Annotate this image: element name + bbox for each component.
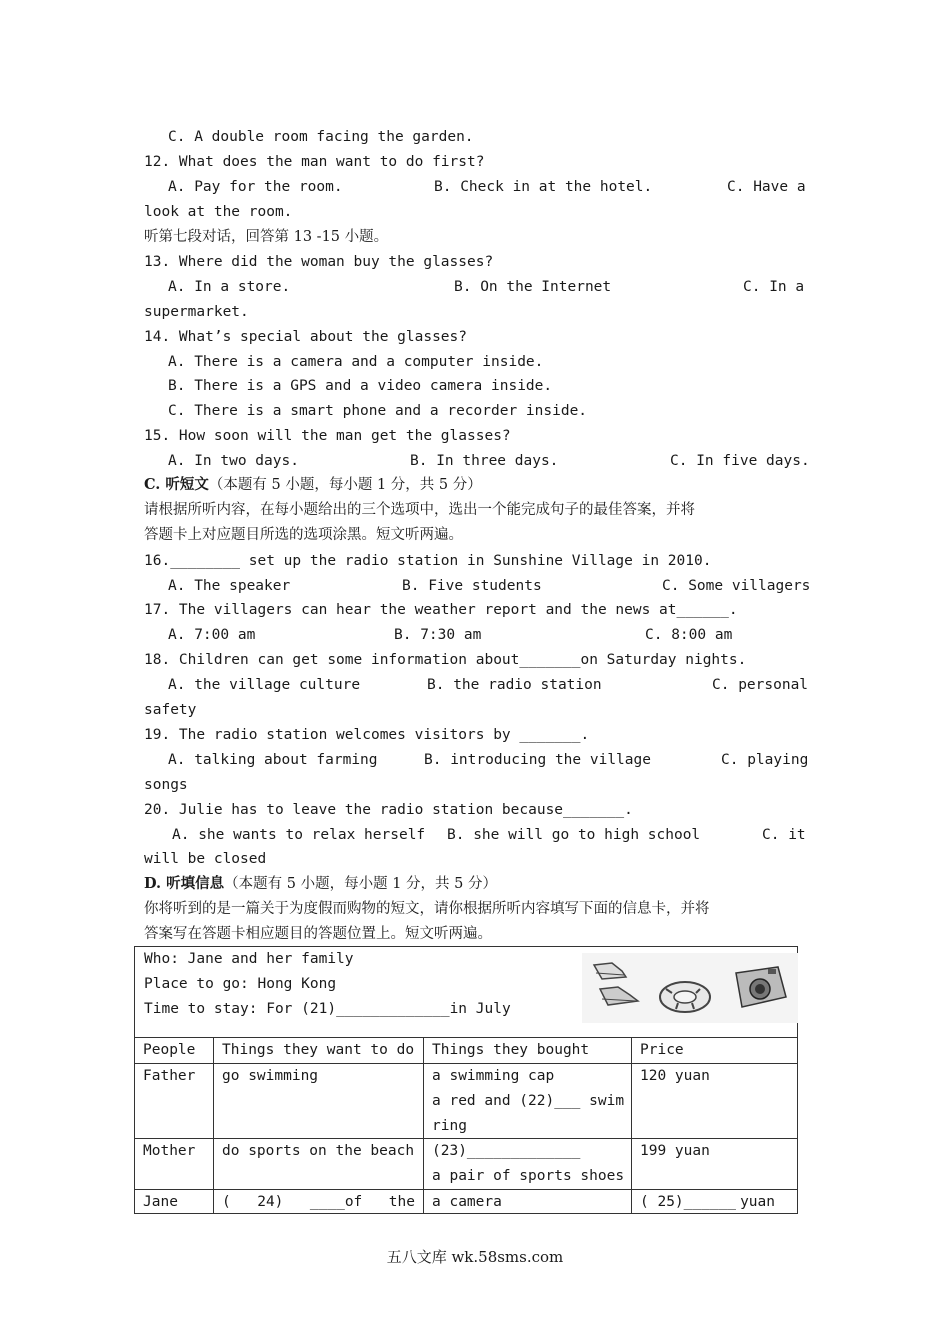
row-father-want: go swimming — [222, 1068, 319, 1084]
q17-question: 17. The villagers can hear the weather report and the news at______. — [144, 602, 738, 618]
q16-option-a: A. The speaker — [168, 578, 291, 594]
header-things-bought: Things they bought — [432, 1042, 590, 1058]
section-c-title: C. 听短文 — [144, 476, 209, 493]
blank-23[interactable]: (23)_____________ — [432, 1143, 581, 1159]
q20-option-c-continued: will be closed — [144, 851, 267, 867]
card-time-prefix: Time to stay: For (21) — [144, 1001, 337, 1017]
q15-question: 15. How soon will the man get the glasses? — [144, 428, 511, 444]
row-jane-want-part-4: the — [388, 1194, 415, 1210]
q19-option-c-continued: songs — [144, 777, 188, 793]
q14-question: 14. What’s special about the glasses? — [144, 329, 468, 345]
row-jane-price-unit: yuan — [740, 1194, 775, 1210]
section-c-note: （本题有 5 小题，每小题 1 分，共 5 分） — [208, 477, 482, 493]
q18-option-b: B. the radio station — [427, 677, 602, 693]
q16-option-b: B. Five students — [402, 578, 542, 594]
q18-option-c-continued: safety — [144, 702, 197, 718]
q12-option-c-continued: look at the room. — [144, 204, 293, 220]
section-c-instruction-1: 请根据所听内容，在每小题给出的三个选项中，选出一个能完成句子的最佳答案，并将 — [144, 502, 695, 518]
q14-option-c: C. There is a smart phone and a recorder inside. — [168, 403, 588, 419]
q12-option-c: C. Have a — [727, 179, 806, 195]
blank-25[interactable]: ( 25)______ — [640, 1194, 737, 1210]
section-c-instruction-2: 答题卡上对应题目所选的选项涂黑。短文听两遍。 — [144, 527, 463, 543]
row-mother-price: 199 yuan — [640, 1143, 710, 1159]
row-jane-want-part-1: ( — [222, 1194, 231, 1210]
section-c-heading — [144, 475, 482, 495]
row-jane-people: Jane — [143, 1194, 178, 1210]
table-divider — [213, 1037, 214, 1214]
q18-question: 18. Children can get some information about_______on Saturday nights. — [144, 652, 747, 668]
card-place: Place to go: Hong Kong — [144, 976, 337, 992]
section-d-title: D. 听填信息 — [144, 875, 225, 892]
table-divider — [631, 1037, 632, 1214]
q19-question: 19. The radio station welcomes visitors by _______. — [144, 727, 590, 743]
header-things-want: Things they want to do — [222, 1042, 415, 1058]
q20-option-b: B. she will go to high school — [447, 827, 701, 843]
header-people: People — [143, 1042, 196, 1058]
q20-option-c: C. it — [762, 827, 806, 843]
q12-question: 12. What does the man want to do first? — [144, 154, 485, 170]
row-father-people: Father — [143, 1068, 196, 1084]
row-jane-bought: a camera — [432, 1194, 502, 1210]
picture-artwork — [582, 953, 798, 1023]
card-who: Who: Jane and her family — [144, 951, 354, 967]
row-jane-want — [222, 1190, 415, 1215]
q16-option-c: C. Some villagers — [662, 578, 811, 594]
row-father-bought-2 — [432, 1089, 624, 1114]
card-time — [144, 997, 511, 1022]
row-father-price: 120 yuan — [640, 1068, 710, 1084]
row-mother-bought-2: a pair of sports shoes — [432, 1168, 625, 1184]
section-d-heading — [144, 874, 497, 894]
q17-option-b: B. 7:30 am — [394, 627, 482, 643]
header-price: Price — [640, 1042, 684, 1058]
card-time-suffix: in July — [449, 1001, 511, 1017]
blank-24[interactable]: ____of — [309, 1194, 363, 1210]
swim-ring-icon — [660, 982, 710, 1012]
q17-option-c: C. 8:00 am — [645, 627, 733, 643]
q15-option-a: A. In two days. — [168, 453, 299, 469]
q13-option-c: C. In a — [743, 279, 805, 295]
row-mother-people: Mother — [143, 1143, 196, 1159]
row-jane-want-part-2: 24) — [257, 1194, 284, 1210]
q11-option-c: C. A double room facing the garden. — [168, 129, 474, 145]
q14-option-b: B. There is a GPS and a video camera inside. — [168, 378, 553, 394]
section-d-note: （本题有 5 小题，每小题 1 分，共 5 分） — [224, 876, 497, 892]
q14-option-a: A. There is a camera and a computer inside. — [168, 354, 544, 370]
q15-option-b: B. In three days. — [410, 453, 559, 469]
blank-21[interactable]: _____________ — [336, 1001, 450, 1017]
q12-option-b: B. Check in at the hotel. — [434, 179, 653, 195]
q13-question: 13. Where did the woman buy the glasses? — [144, 254, 494, 270]
q18-option-a: A. the village culture — [168, 677, 361, 693]
table-divider — [423, 1037, 424, 1214]
q20-question: 20. Julie has to leave the radio station because_______. — [144, 802, 633, 818]
row-father-bought-1: a swimming cap — [432, 1068, 555, 1084]
q15-option-c: C. In five days. — [670, 453, 810, 469]
row-father-bought-2-text: a red and (22)___ swim — [432, 1093, 625, 1109]
q16-question: 16.________ set up the radio station in Sunshine Village in 2010. — [144, 553, 712, 569]
q18-option-c: C. personal — [712, 677, 809, 693]
row-mother-want: do sports on the beach — [222, 1143, 415, 1159]
q13-option-a: A. In a store. — [168, 279, 291, 295]
page-footer: 五八文库 wk.58sms.com — [386, 1248, 564, 1266]
q19-option-b: B. introducing the village — [424, 752, 651, 768]
q17-option-a: A. 7:00 am — [168, 627, 256, 643]
q12-option-a: A. Pay for the room. — [168, 179, 343, 195]
row-father-bought-3: ring — [432, 1118, 467, 1134]
shopping-items-picture — [582, 953, 798, 1023]
q20-option-a: A. she wants to relax herself — [172, 827, 426, 843]
q13-option-c-continued: supermarket. — [144, 304, 249, 320]
q19-option-a: A. talking about farming — [168, 752, 378, 768]
row-jane-price — [640, 1190, 775, 1215]
section-d-instruction-2: 答案写在答题卡相应题目的答题位置上。短文听两遍。 — [144, 926, 492, 942]
q13-option-b: B. On the Internet — [454, 279, 612, 295]
q19-option-c: C. playing — [721, 752, 809, 768]
section-d-instruction-1: 你将听到的是一篇关于为度假而购物的短文，请你根据所听内容填写下面的信息卡，并将 — [144, 901, 710, 917]
dialogue7-instruction: 听第七段对话，回答第 13 -15 小题。 — [144, 229, 389, 245]
